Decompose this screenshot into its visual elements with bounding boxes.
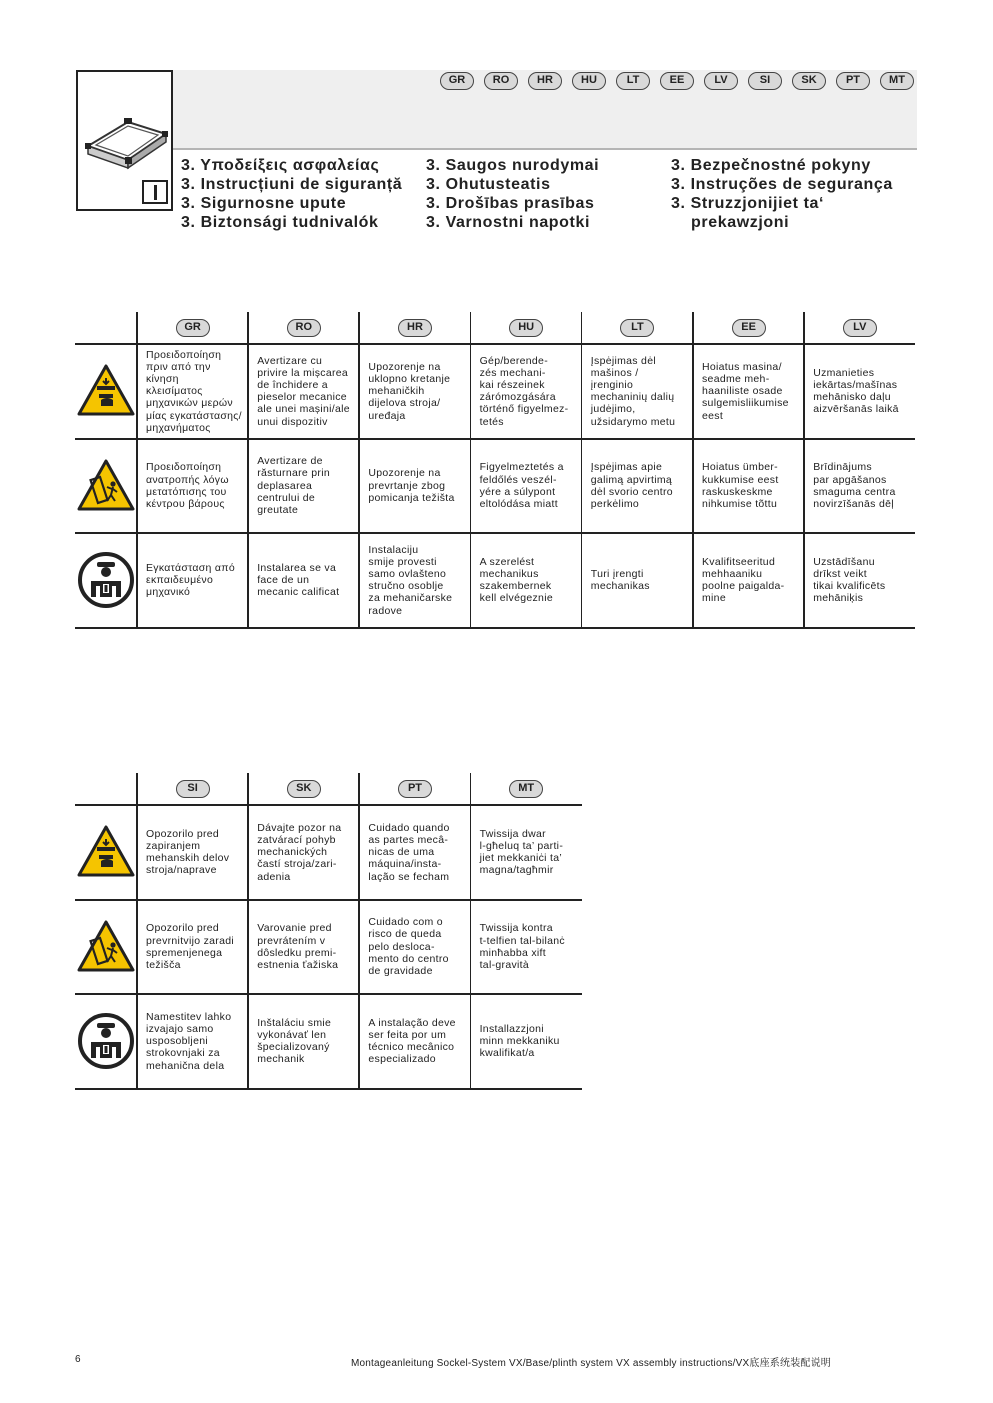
cell-text: Įspėjimas dėl mašinos / įrenginio mechaninių dalių judėjimo, užsidarymo metu <box>590 354 676 428</box>
column-language-pill: SI <box>176 780 210 798</box>
section-title: 3. Biztonsági tudnivalók <box>181 214 379 231</box>
cell-text: Cuidado com o risco de queda pelo desloca- mento do centro de gravidade <box>368 916 449 978</box>
table-cell <box>146 807 245 898</box>
section-title: 3. Drošības prasības <box>426 195 595 212</box>
table-cell <box>368 902 467 993</box>
lang-pill: EE <box>660 72 694 90</box>
lang-pill: HR <box>528 72 562 90</box>
section-title: 3. Varnostni napotki <box>426 214 591 231</box>
section-title: 3. Instrucțiuni de siguranță <box>181 176 403 193</box>
tipping-load-warning-icon <box>77 459 135 516</box>
cell-text: Twissija kontra t-telfien tal-bilanċ minħabba xift tal-gravità <box>479 922 565 971</box>
column-divider <box>470 773 472 1089</box>
cell-text: Namestitev lahko izvajajo samo usposobljeni strokovnjaki za mehanična dela <box>146 1010 232 1072</box>
cell-text: Uzmanieties iekārtas/mašīnas mehānisko daļu aizvēršanās laikā <box>813 366 899 416</box>
section-title: 3. Bezpečnostné pokyny <box>671 157 871 174</box>
cell-text: Opozorilo pred zapiranjem mehanskih delov stroja/naprave <box>146 827 230 877</box>
row-divider <box>75 1088 582 1090</box>
table-cell <box>368 346 467 437</box>
cell-text: Upozorenje na prevrtanje zbog pomicanja težišta <box>368 467 455 504</box>
column-language-pill: RO <box>287 319 321 337</box>
section-title: 3. Saugos nurodymai <box>426 157 600 174</box>
table-cell <box>257 902 356 993</box>
column-language-pill: PT <box>398 780 432 798</box>
plinth-frame-icon <box>82 100 170 176</box>
cell-text: Dávajte pozor na zatvárací pohyb mechanických častí stroja/zari- adenia <box>257 821 342 883</box>
title-column-3 <box>671 156 893 232</box>
table-cell <box>368 535 467 626</box>
section-title: 3. Ohutusteatis <box>426 176 551 193</box>
hand-crush-warning-icon <box>77 825 135 882</box>
safety-table-2 <box>75 773 582 1089</box>
column-divider <box>470 312 472 628</box>
table-cell <box>591 441 690 532</box>
cell-text: Opozorilo pred prevrnitvijo zaradi spremenjenega težišča <box>146 922 234 971</box>
lang-pill: PT <box>836 72 870 90</box>
table-cell <box>480 535 579 626</box>
table-cell <box>813 346 912 437</box>
lang-pill: LV <box>704 72 738 90</box>
column-language-pill: EE <box>732 319 766 337</box>
table-cell <box>813 441 912 532</box>
column-language-pill: MT <box>509 780 543 798</box>
section-title: 3. Struzzjonijiet ta‘ <box>671 195 825 212</box>
cell-text: Brīdinājums par apgāšanos smaguma centra novirzīšanās dēļ <box>813 461 896 510</box>
table-cell <box>480 346 579 437</box>
table-cell <box>591 346 690 437</box>
cell-text: Instalarea se va face de un mecanic calificat <box>257 561 340 599</box>
table-cell <box>257 807 356 898</box>
table-cell <box>257 346 356 437</box>
table-cell <box>368 996 467 1087</box>
cell-text: Avertizare cu privire la mișcarea de închidere a pieselor mecanice ale unei mașini/ale unui dispozitiv <box>257 354 350 428</box>
section-icon-box <box>76 70 173 211</box>
section-title: prekawzjoni <box>691 214 790 231</box>
cell-text: Upozorenje na uklopno kretanje mehaničkih dijelova stroja/ uređaja <box>368 360 451 422</box>
table-cell <box>702 535 801 626</box>
cell-text: Εγκατάσταση από εκπαιδευμένο μηχανικό <box>146 561 235 599</box>
column-divider <box>358 773 360 1089</box>
lang-pill: MT <box>880 72 914 90</box>
table-cell <box>702 441 801 532</box>
table-cell <box>146 441 245 532</box>
table-cell <box>480 902 579 993</box>
table-cell <box>480 807 579 898</box>
lang-pill: RO <box>484 72 518 90</box>
table-cell <box>257 535 356 626</box>
column-divider <box>581 312 583 628</box>
lang-pill: SK <box>792 72 826 90</box>
row-divider <box>75 532 915 534</box>
header-rule <box>173 148 917 150</box>
row-divider <box>75 804 582 806</box>
column-language-pill: HU <box>509 319 543 337</box>
cell-text: Twissija dwar l-għeluq ta’ parti- jiet mekkaniċi ta’ magna/tagħmir <box>479 827 564 877</box>
table-cell <box>813 535 912 626</box>
table-cell <box>257 441 356 532</box>
column-language-pill: GR <box>176 319 210 337</box>
section-title: 3. Υποδείξεις ασφαλείας <box>181 157 380 174</box>
column-language-pill: LV <box>843 319 877 337</box>
cell-text: Avertizare de răsturnare prin deplasarea centrului de greutate <box>257 455 330 517</box>
lang-pill: LT <box>616 72 650 90</box>
title-column-1 <box>181 156 402 232</box>
table-cell <box>591 535 690 626</box>
column-divider <box>136 312 138 628</box>
cell-text: Kvalifitseeritud mehhaaniku poolne paigalda- mine <box>702 555 785 605</box>
table-cell <box>702 346 801 437</box>
lang-pill: HU <box>572 72 606 90</box>
row-divider <box>75 343 915 345</box>
cell-text: A szerelést mechanikus szakembernek kell elvégeznie <box>479 555 553 605</box>
column-divider <box>692 312 694 628</box>
cell-text: Uzstādīšanu drīkst veikt tikai kvalificēts mehāniķis <box>813 555 886 605</box>
row-divider <box>75 899 582 901</box>
column-divider <box>136 773 138 1089</box>
column-language-pill: HR <box>398 319 432 337</box>
table-cell <box>480 996 579 1087</box>
cell-text: Gép/berende- zés mechani- kai részeinek zárómozgására történő figyelmez- tetés <box>479 354 569 428</box>
page-number: 6 <box>75 1354 81 1365</box>
lang-pill: SI <box>748 72 782 90</box>
cell-text: Hoiatus masina/ seadme meh- haaniliste osade sulgemisliikumise eest <box>702 360 789 422</box>
table-cell <box>146 902 245 993</box>
cell-text: Varovanie pred prevrátením v dôsledku premi- estnenia ťažiska <box>257 922 339 971</box>
table-cell <box>146 535 245 626</box>
qualified-mechanic-icon <box>77 551 135 614</box>
column-language-pill: LT <box>620 319 654 337</box>
cell-text: Instalaciju smije provesti samo ovlašteno stručno osoblje za mehaničarske radove <box>368 543 453 617</box>
row-divider <box>75 627 915 629</box>
column-language-pill: SK <box>287 780 321 798</box>
table-cell <box>146 996 245 1087</box>
column-divider <box>247 773 249 1089</box>
section-title: 3. Instruções de segurança <box>671 176 893 193</box>
cell-text: Įspėjimas apie galimą apvirtimą dėl svorio centro perkėlimo <box>590 461 673 510</box>
cell-text: Cuidado quando as partes mecâ- nicas de uma máquina/insta- lação se fecham <box>368 821 450 883</box>
step-number-box <box>142 180 168 204</box>
cell-text: Προειδοποίηση ανατροπής λόγω μετατόπισης του κέντρου βάρους <box>146 461 229 510</box>
cell-text: Hoiatus ümber- kukkumise eest raskuskeskme nihkumise tõttu <box>702 461 779 510</box>
column-divider <box>358 312 360 628</box>
cell-text: Inštaláciu smie vykonávať len špecializovaný mechanik <box>257 1016 332 1066</box>
qualified-mechanic-icon <box>77 1012 135 1075</box>
safety-table-1 <box>75 312 915 628</box>
title-column-2 <box>426 156 599 232</box>
table-cell <box>368 441 467 532</box>
hand-crush-warning-icon <box>77 364 135 421</box>
column-divider <box>247 312 249 628</box>
cell-text: Installazzjoni minn mekkaniku kwalifikat/a <box>479 1022 560 1060</box>
column-divider <box>803 312 805 628</box>
cell-text: Figyelmeztetés a feldőlés veszél- yére a súlypont eltolódása miatt <box>479 461 564 510</box>
cell-text: Προειδοποίηση πριν από την κίνηση κλεισίματος μηχανικών μερών μίας εγκατάστασης/ μηχανήματος <box>146 348 242 434</box>
row-divider <box>75 438 915 440</box>
header-language-pills <box>440 72 914 90</box>
table-cell <box>480 441 579 532</box>
section-title: 3. Sigurnosne upute <box>181 195 347 212</box>
footer-text: Montageanleitung Sockel-System VX/Base/plinth system VX assembly instructions/VX底座系统装配说明 <box>351 1358 831 1369</box>
tipping-load-warning-icon <box>77 920 135 977</box>
lang-pill: GR <box>440 72 474 90</box>
table-cell <box>257 996 356 1087</box>
row-divider <box>75 993 582 995</box>
cell-text: A instalação deve ser feita por um técnico mecânico especializado <box>368 1016 456 1066</box>
table-cell <box>368 807 467 898</box>
table-cell <box>146 346 245 437</box>
cell-text: Turi įrengti mechanikas <box>590 568 650 593</box>
